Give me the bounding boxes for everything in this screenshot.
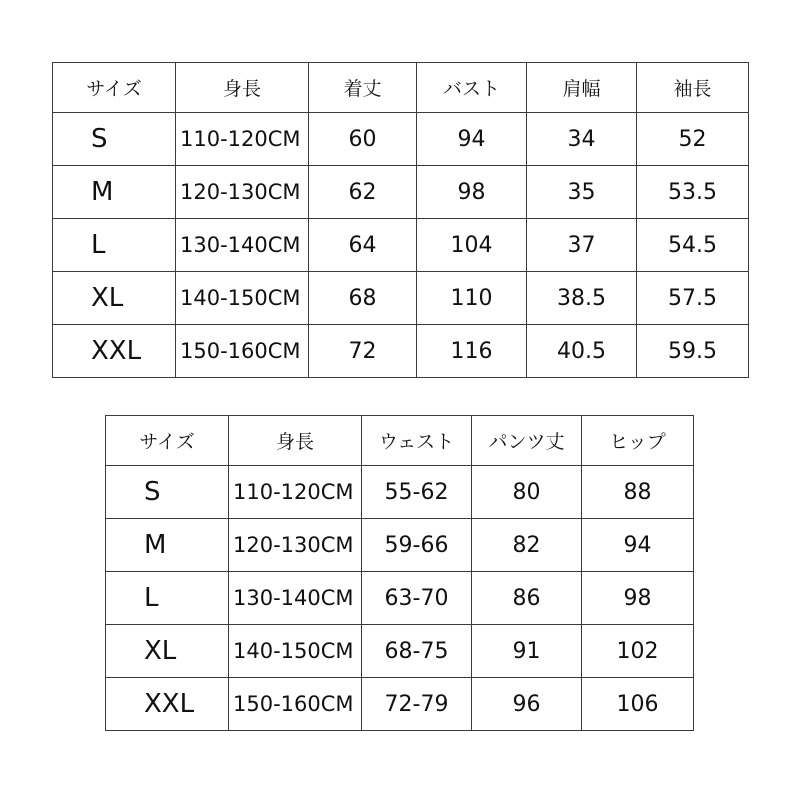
table-row	[106, 572, 694, 625]
hip-cell: 106	[582, 678, 694, 731]
size-cell: L	[106, 572, 229, 625]
height-cell: 130-140CM	[176, 219, 309, 272]
waist-cell: 68-75	[362, 625, 472, 678]
header-size: サイズ	[53, 63, 176, 113]
waist-cell: 59-66	[362, 519, 472, 572]
height-cell: 110-120CM	[176, 113, 309, 166]
header-sleeve: 袖長	[637, 63, 749, 113]
size-cell: XXL	[106, 678, 229, 731]
hip-cell: 94	[582, 519, 694, 572]
height-cell: 110-120CM	[229, 466, 362, 519]
pants-length-cell: 86	[472, 572, 582, 625]
height-cell: 120-130CM	[176, 166, 309, 219]
bust-cell: 104	[417, 219, 527, 272]
table-row	[106, 678, 694, 731]
sleeve-cell: 54.5	[637, 219, 749, 272]
header-length: 着丈	[309, 63, 417, 113]
header-size: サイズ	[106, 416, 229, 466]
header-bust: バスト	[417, 63, 527, 113]
table-row	[53, 166, 749, 219]
sleeve-cell: 59.5	[637, 325, 749, 378]
shoulder-cell: 38.5	[527, 272, 637, 325]
header-waist: ウェスト	[362, 416, 472, 466]
bust-cell: 116	[417, 325, 527, 378]
header-shoulder: 肩幅	[527, 63, 637, 113]
waist-cell: 55-62	[362, 466, 472, 519]
header-height: 身長	[176, 63, 309, 113]
bust-cell: 110	[417, 272, 527, 325]
table-row	[53, 113, 749, 166]
header-row	[106, 416, 694, 466]
size-cell: M	[53, 166, 176, 219]
length-cell: 68	[309, 272, 417, 325]
shoulder-cell: 40.5	[527, 325, 637, 378]
bottom-size-chart	[105, 415, 694, 731]
height-cell: 140-150CM	[229, 625, 362, 678]
size-cell: XXL	[53, 325, 176, 378]
table-row	[106, 625, 694, 678]
sleeve-cell: 53.5	[637, 166, 749, 219]
shoulder-cell: 37	[527, 219, 637, 272]
header-pants-length: パンツ丈	[472, 416, 582, 466]
size-cell: S	[53, 113, 176, 166]
height-cell: 120-130CM	[229, 519, 362, 572]
sleeve-cell: 52	[637, 113, 749, 166]
length-cell: 60	[309, 113, 417, 166]
size-cell: XL	[53, 272, 176, 325]
bust-cell: 94	[417, 113, 527, 166]
pants-length-cell: 82	[472, 519, 582, 572]
waist-cell: 72-79	[362, 678, 472, 731]
pants-length-cell: 96	[472, 678, 582, 731]
top-size-chart	[52, 62, 749, 378]
table-row	[106, 519, 694, 572]
table-row	[106, 466, 694, 519]
height-cell: 150-160CM	[229, 678, 362, 731]
table-row	[53, 219, 749, 272]
length-cell: 62	[309, 166, 417, 219]
sleeve-cell: 57.5	[637, 272, 749, 325]
height-cell: 140-150CM	[176, 272, 309, 325]
length-cell: 64	[309, 219, 417, 272]
hip-cell: 102	[582, 625, 694, 678]
hip-cell: 88	[582, 466, 694, 519]
header-height: 身長	[229, 416, 362, 466]
pants-length-cell: 80	[472, 466, 582, 519]
waist-cell: 63-70	[362, 572, 472, 625]
size-cell: XL	[106, 625, 229, 678]
hip-cell: 98	[582, 572, 694, 625]
bust-cell: 98	[417, 166, 527, 219]
shoulder-cell: 35	[527, 166, 637, 219]
length-cell: 72	[309, 325, 417, 378]
size-cell: L	[53, 219, 176, 272]
size-cell: S	[106, 466, 229, 519]
table-row	[53, 325, 749, 378]
shoulder-cell: 34	[527, 113, 637, 166]
pants-length-cell: 91	[472, 625, 582, 678]
table-row	[53, 272, 749, 325]
header-hip: ヒップ	[582, 416, 694, 466]
header-row	[53, 63, 749, 113]
size-cell: M	[106, 519, 229, 572]
height-cell: 150-160CM	[176, 325, 309, 378]
height-cell: 130-140CM	[229, 572, 362, 625]
